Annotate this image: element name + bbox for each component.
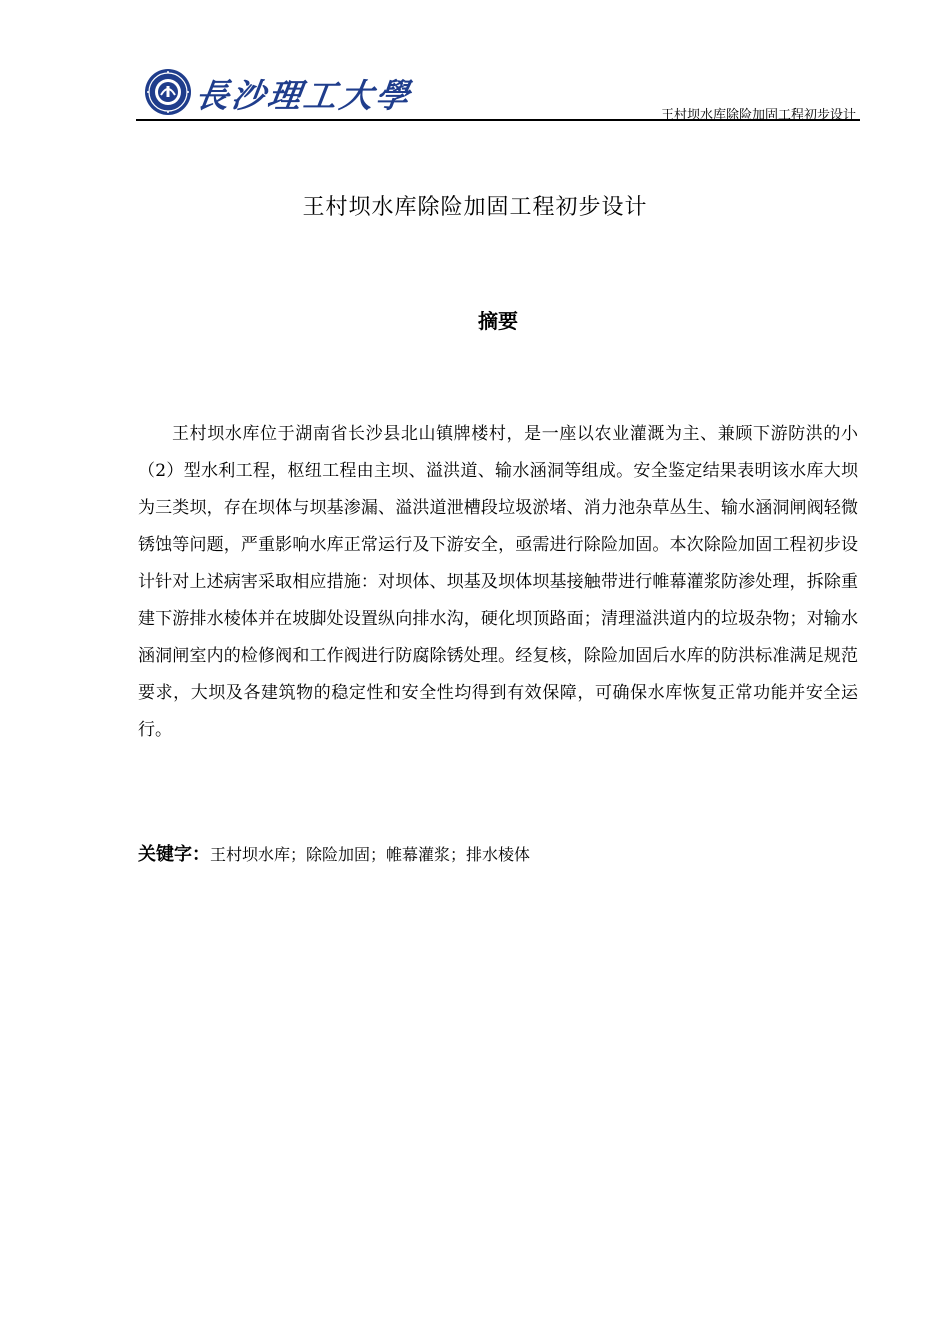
document-title: 王村坝水库除险加固工程初步设计 [302, 195, 648, 220]
keywords-line [138, 840, 858, 866]
abstract-body: 王村坝水库位于湖南省长沙县北山镇牌楼村，是一座以农业灌溉为主、兼顾下游防洪的小（2）型水利工程，枢纽工程由主坝、溢洪道、输水涵洞等组成。安全鉴定结果表明该水库大坝为三类坝，存在坝体与坝基渗漏、溢洪道泄槽段垃圾淤堵、消力池杂草丛生、输水涵洞闸阀轻微锈蚀等问题，严重影响水库正常运行及下游安全，亟需进行除险加固。本次除险加固工程初步设计针对上述病害采取相应措施：对坝体、坝基及坝体坝基接触带进行帷幕灌浆防渗处理，拆除重建下游排水棱体并在坡脚处设置纵向排水沟，硬化坝顶路面；清理溢洪道内的垃圾杂物；对输水涵洞闸室内的检修阀和工作阀进行防腐除锈处理。经复核，除险加固后水库的防洪标准满足规范要求，大坝及各建筑物的稳定性和安全性均得到有效保障，可确保水库恢复正常功能并安全运行。 [138, 424, 858, 740]
keywords-label: 关键字： [138, 844, 210, 865]
keywords-value: 王村坝水库；除险加固；帷幕灌浆；排水棱体 [210, 845, 531, 864]
university-seal-icon [144, 68, 192, 116]
university-name-logo: 長沙理工大學 [192, 76, 415, 115]
running-header-title: 王村坝水库除险加固工程初步设计 [660, 108, 856, 123]
header-divider [136, 119, 860, 121]
abstract-heading: 摘要 [478, 309, 518, 333]
page-header [136, 64, 860, 122]
